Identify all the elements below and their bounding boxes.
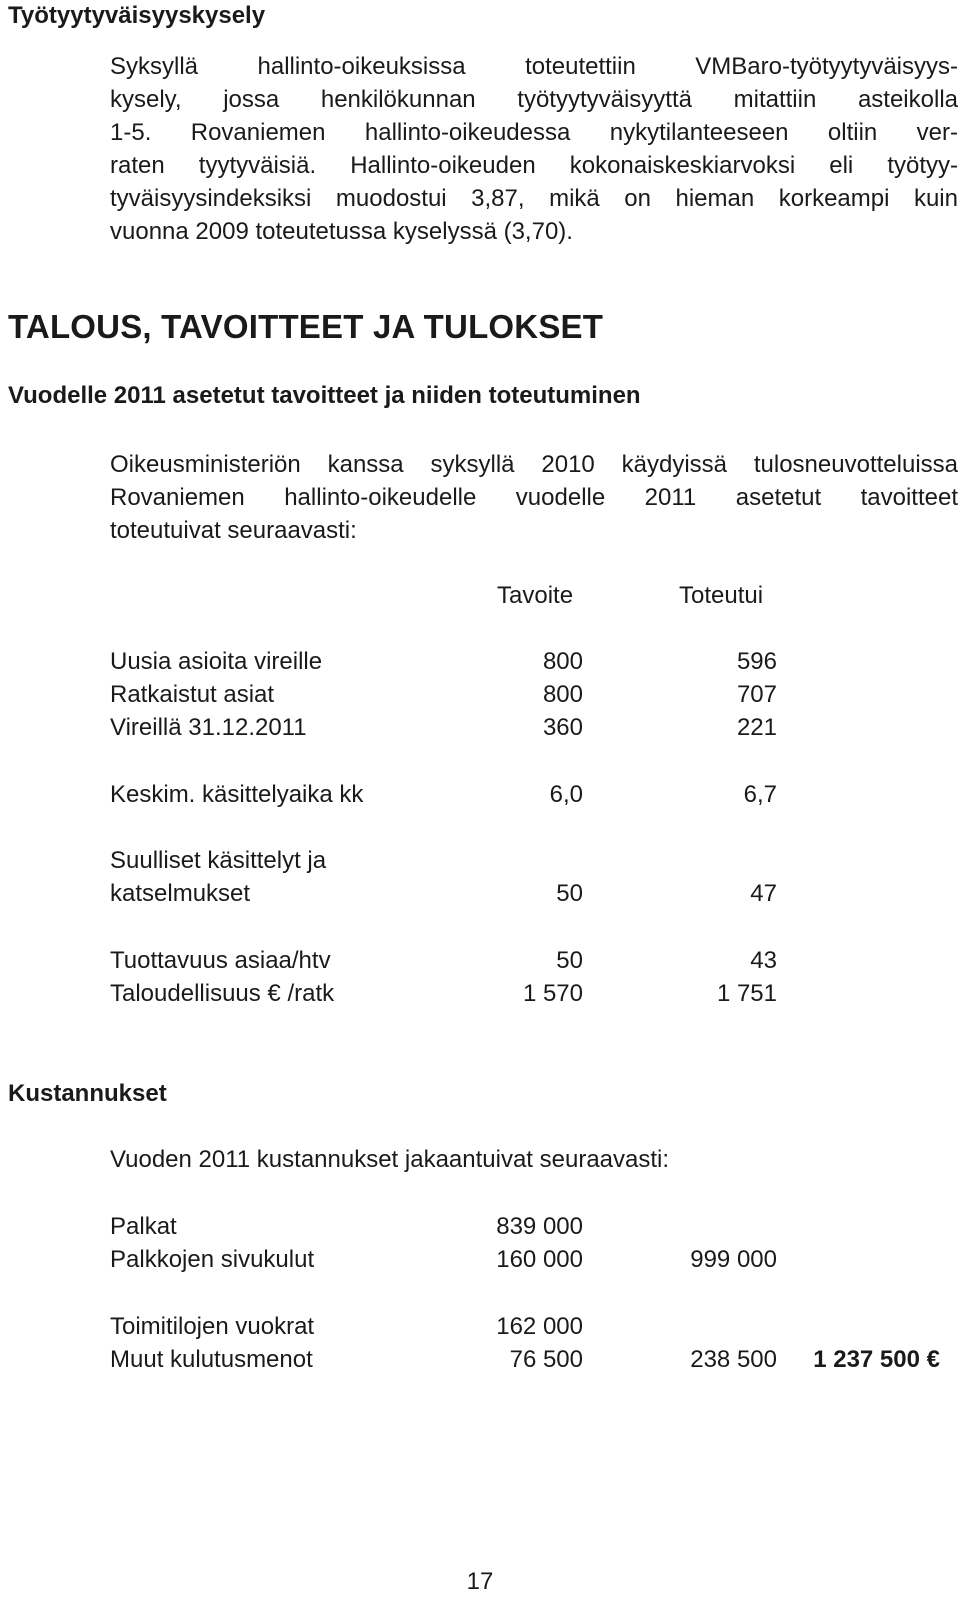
costs-heading: Kustannukset xyxy=(8,1080,167,1107)
row-label: katselmukset xyxy=(110,880,251,907)
row-label: Taloudellisuus € /ratk xyxy=(110,980,335,1007)
row-actual: 1 751 xyxy=(716,980,777,1007)
table-row xyxy=(0,714,960,747)
paragraph-line: Rovaniemen hallinto-oikeudelle vuodelle 2011 asetetut tavoitteet xyxy=(110,484,958,511)
table-row xyxy=(0,781,960,814)
intro-paragraph xyxy=(110,448,958,547)
row-target: 6,0 xyxy=(549,781,583,808)
table-row xyxy=(0,1346,960,1379)
cost-total: 1 237 500 € xyxy=(813,1346,940,1373)
survey-paragraph xyxy=(110,50,958,248)
cost-subtotal: 999 000 xyxy=(690,1246,777,1273)
row-target: 800 xyxy=(542,681,583,708)
table-header-row xyxy=(0,582,960,615)
table-row xyxy=(0,947,960,980)
paragraph-line: tyväisyysindeksiksi muodostui 3,87, mikä on hieman korkeampi kuin xyxy=(110,185,958,212)
row-target: 50 xyxy=(556,880,583,907)
table-row xyxy=(0,681,960,714)
cost-amount: 76 500 xyxy=(509,1346,583,1373)
cost-label: Muut kulutusmenot xyxy=(110,1346,313,1373)
table-row xyxy=(0,980,960,1013)
cost-label: Palkat xyxy=(110,1213,177,1240)
row-label: Ratkaistut asiat xyxy=(110,681,275,708)
paragraph-line: Syksyllä hallinto-oikeuksissa toteutettiin VMBaro-työtyytyväisyys- xyxy=(110,53,958,80)
row-target: 800 xyxy=(542,648,583,675)
row-actual: 6,7 xyxy=(743,781,777,808)
table-row xyxy=(0,648,960,681)
table-row xyxy=(0,1246,960,1279)
column-header-actual: Toteutui xyxy=(679,582,764,609)
row-label: Vireillä 31.12.2011 xyxy=(110,714,307,741)
paragraph-line: vuonna 2009 toteutetussa kyselyssä (3,70). xyxy=(110,218,573,245)
cost-label: Palkkojen sivukulut xyxy=(110,1246,315,1273)
row-actual: 707 xyxy=(736,681,777,708)
costs-intro-text: Vuoden 2011 kustannukset jakaantuivat seuraavasti: xyxy=(110,1146,670,1173)
row-label: Tuottavuus asiaa/htv xyxy=(110,947,331,974)
section-subheading: Vuodelle 2011 asetetut tavoitteet ja niiden toteutuminen xyxy=(8,382,641,409)
row-label: Suulliset käsittelyt ja xyxy=(110,847,327,874)
paragraph-line: 1-5. Rovaniemen hallinto-oikeudessa nykytilanteeseen oltiin ver- xyxy=(110,119,958,146)
row-label: Uusia asioita vireille xyxy=(110,648,323,675)
row-target: 360 xyxy=(542,714,583,741)
costs-intro xyxy=(0,1146,960,1179)
row-actual: 221 xyxy=(736,714,777,741)
column-header-target: Tavoite xyxy=(497,582,574,609)
row-target: 50 xyxy=(556,947,583,974)
cost-amount: 160 000 xyxy=(496,1246,583,1273)
row-target: 1 570 xyxy=(522,980,583,1007)
survey-heading: Työtyytyväisyyskysely xyxy=(8,2,266,29)
paragraph-line: kysely, jossa henkilökunnan työtyytyväisyyttä mitattiin asteikolla xyxy=(110,86,958,113)
cost-label: Toimitilojen vuokrat xyxy=(110,1313,315,1340)
paragraph-line: toteutuivat seuraavasti: xyxy=(110,517,357,544)
table-row xyxy=(0,847,960,880)
row-actual: 43 xyxy=(750,947,777,974)
row-actual: 47 xyxy=(750,880,777,907)
row-label: Keskim. käsittelyaika kk xyxy=(110,781,364,808)
table-row xyxy=(0,880,960,913)
paragraph-line: raten tyytyväisiä. Hallinto-oikeuden kokonaiskeskiarvoksi eli työtyy- xyxy=(110,152,958,179)
row-actual: 596 xyxy=(736,648,777,675)
table-row xyxy=(0,1213,960,1246)
table-row xyxy=(0,1313,960,1346)
cost-amount: 162 000 xyxy=(496,1313,583,1340)
cost-subtotal: 238 500 xyxy=(690,1346,777,1373)
paragraph-line: Oikeusministeriön kanssa syksyllä 2010 käydyissä tulosneuvotteluissa xyxy=(110,451,958,478)
cost-amount: 839 000 xyxy=(496,1213,583,1240)
section-heading: TALOUS, TAVOITTEET JA TULOKSET xyxy=(8,308,604,345)
page-number: 17 xyxy=(466,1568,494,1595)
